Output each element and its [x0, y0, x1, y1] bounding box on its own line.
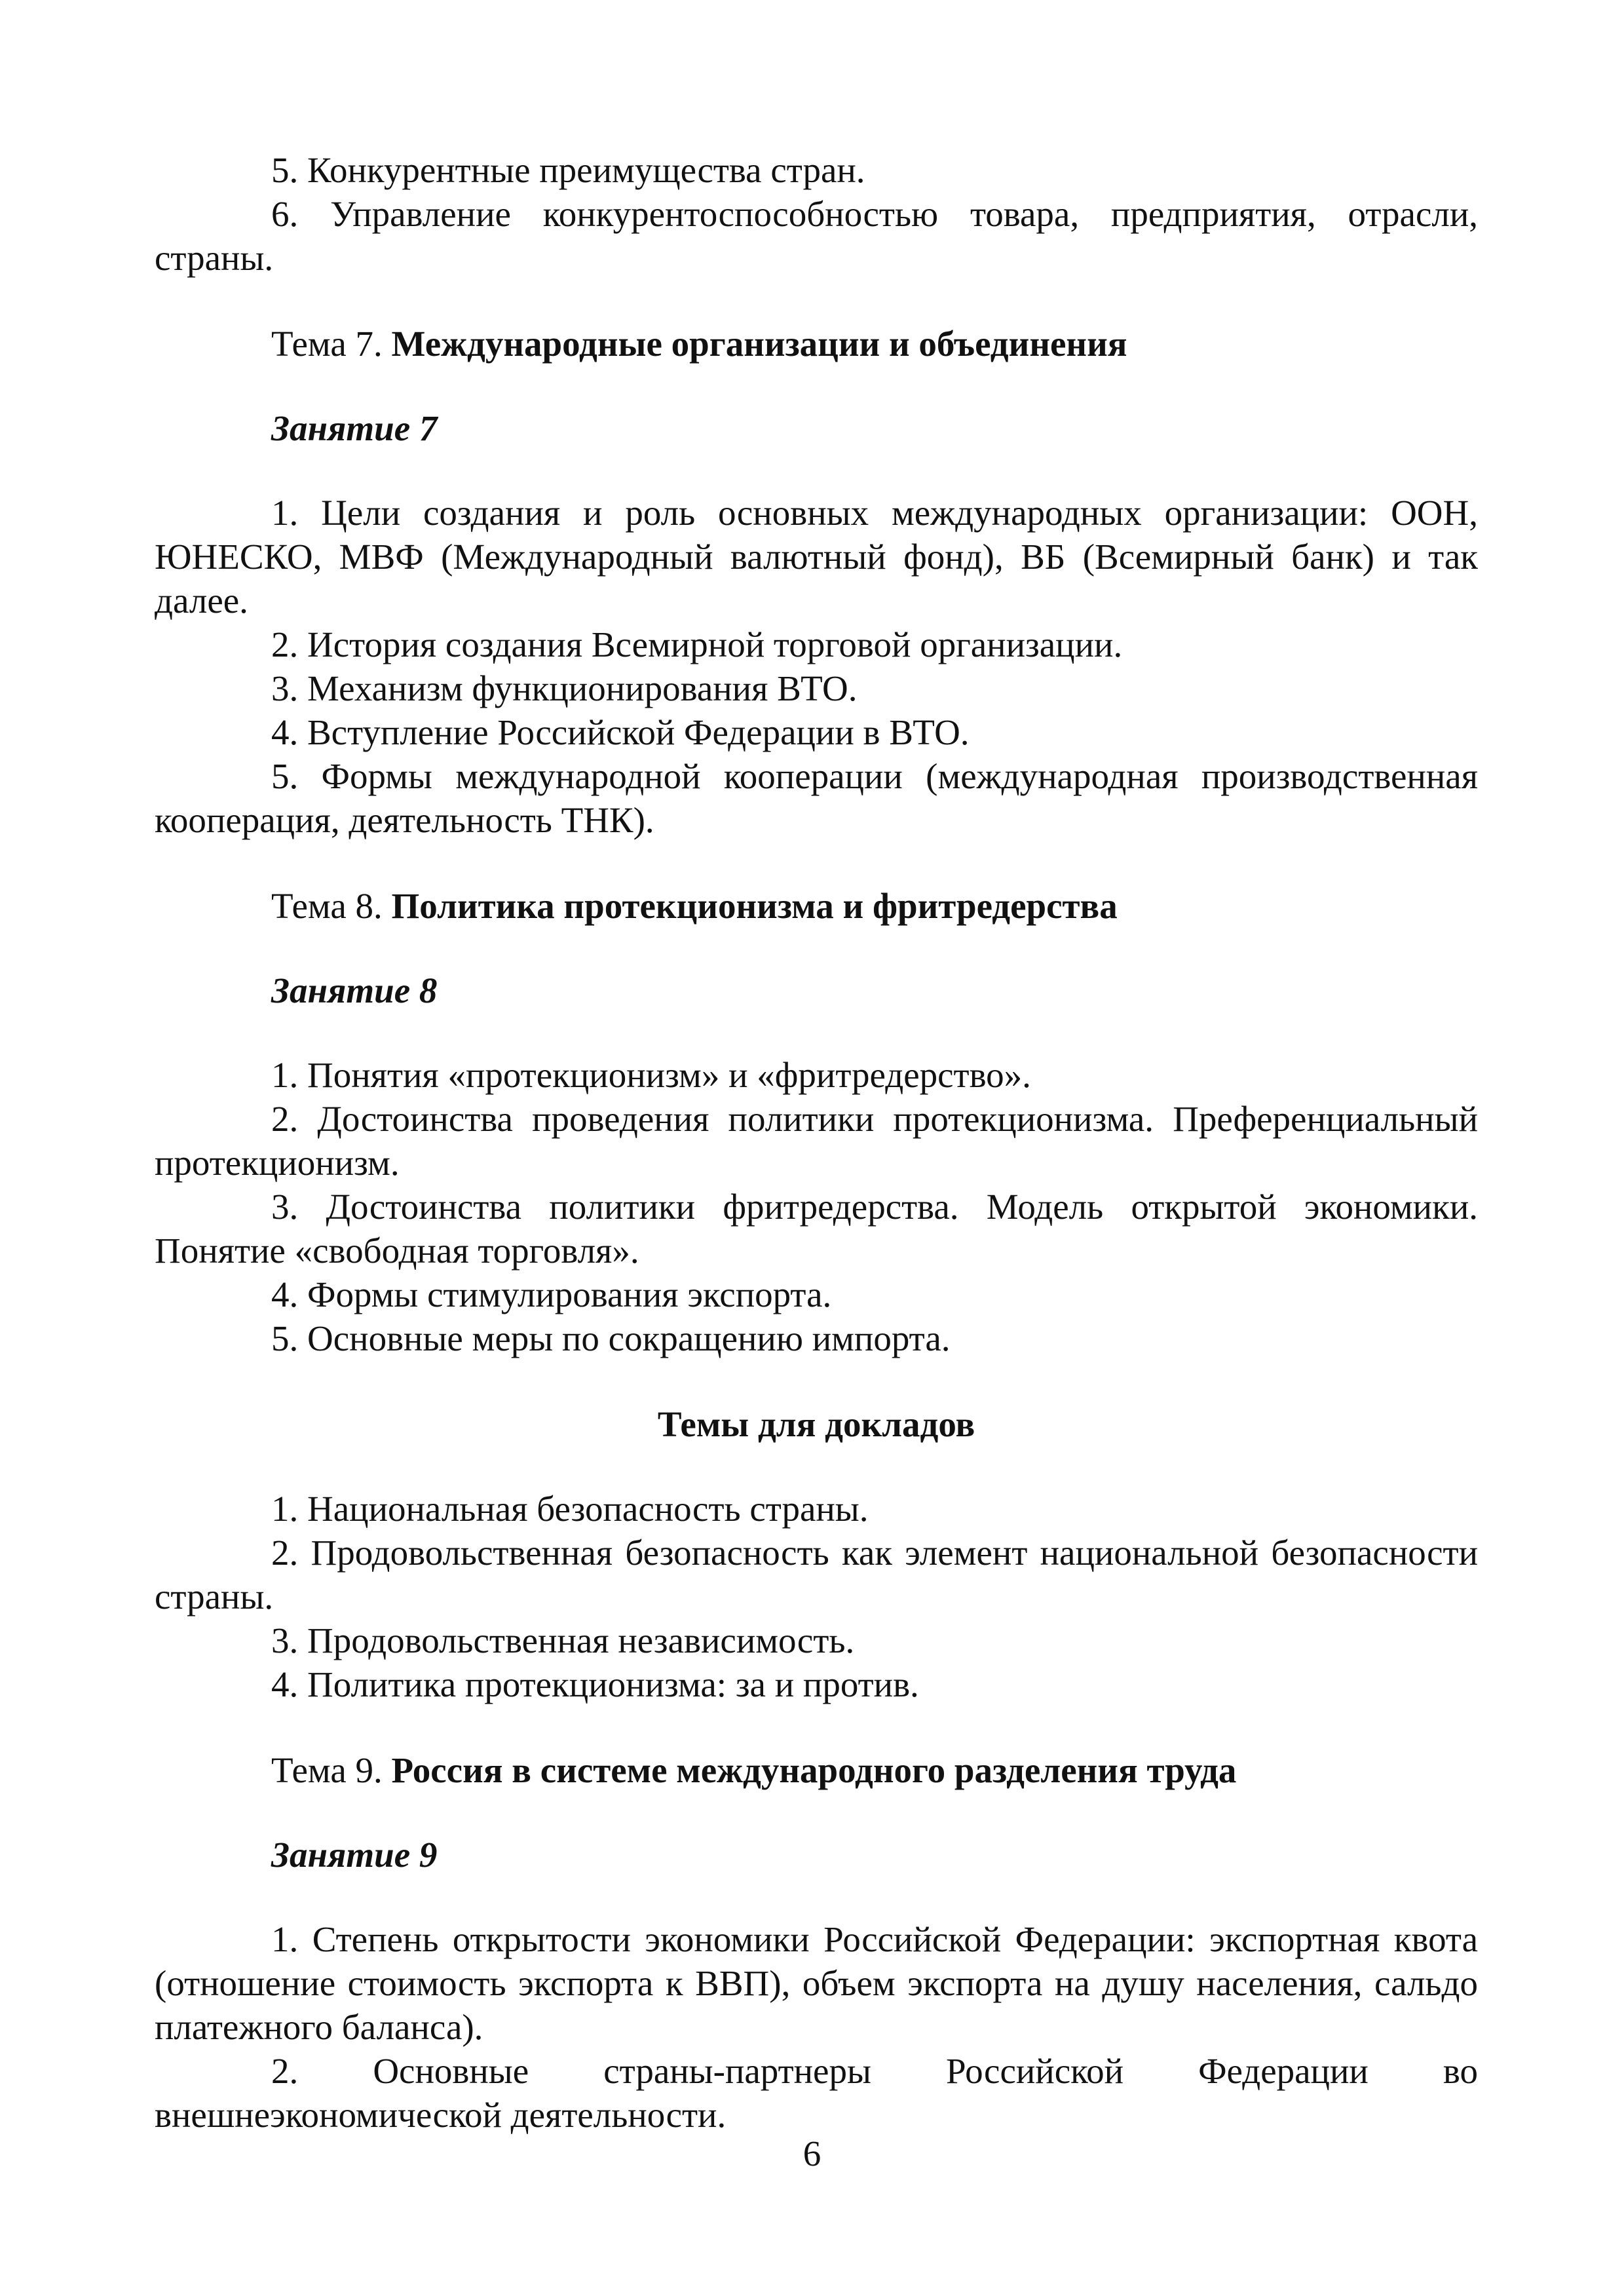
list-item: 4. Формы стимулирования экспорта.: [271, 1274, 832, 1314]
list-item: 6. Управление конкурентоспособностью товара, предприятия, отрасли, страны.: [155, 194, 1478, 278]
list-item: 2. История создания Всемирной торговой организации.: [271, 624, 1123, 664]
list-item: 1. Национальная безопасность страны.: [271, 1489, 869, 1529]
page-number: 6: [803, 2133, 821, 2173]
list-item: 1. Степень открытости экономики Российской Федерации: экспортная квота (отношение стоимость экспорта к ВВП), объем экспорта на душу населения, сальдо платежного баланса).: [155, 1919, 1478, 2047]
list-item: 5. Формы международной кооперации (международная производственная кооперация, деятельность ТНК).: [155, 756, 1478, 840]
list-item: 3. Механизм функционирования ВТО.: [271, 668, 858, 708]
lesson-8-heading: Занятие 8: [271, 970, 438, 1010]
topic-title: Политика протекционизма и фритредерства: [391, 886, 1118, 926]
reports-heading: Темы для докладов: [657, 1404, 975, 1444]
topic-8-heading: [155, 884, 1478, 928]
topic-prefix: Тема 7.: [271, 324, 383, 364]
list-item: 2. Продовольственная безопасность как элемент национальной безопасности страны.: [155, 1533, 1478, 1617]
topic-title: Россия в системе международного разделения труда: [391, 1750, 1237, 1790]
lesson-9-heading: Занятие 9: [271, 1835, 438, 1875]
list-item: 2. Достоинства проведения политики протекционизма. Преференциальный протекционизм.: [155, 1099, 1478, 1183]
list-item: 3. Продовольственная независимость.: [271, 1620, 855, 1660]
list-item: 3. Достоинства политики фритредерства. Модель открытой экономики. Понятие «свободная торговля».: [155, 1187, 1478, 1271]
document-page: [155, 148, 1478, 2137]
list-item: 5. Конкурентные преимущества стран.: [271, 150, 865, 190]
list-item: 2. Основные страны-партнеры Российской Федерации во внешнеэкономической деятельности.: [155, 2051, 1478, 2135]
list-item: 1. Цели создания и роль основных международных организации: ООН, ЮНЕСКО, МВФ (Международный валютный фонд), ВБ (Всемирный банк) и так далее.: [155, 493, 1478, 621]
topic-prefix: Тема 8.: [271, 886, 383, 926]
list-item: 4. Политика протекционизма: за и против.: [271, 1664, 919, 1704]
list-item: 5. Основные меры по сокращению импорта.: [271, 1318, 951, 1358]
topic-title: Международные организации и объединения: [391, 324, 1127, 364]
topic-7-heading: [155, 322, 1478, 366]
list-item: 4. Вступление Российской Федерации в ВТО.: [271, 712, 970, 752]
lesson-7-heading: Занятие 7: [271, 408, 438, 448]
list-item: 1. Понятия «протекционизм» и «фритредерство».: [271, 1055, 1031, 1095]
topic-prefix: Тема 9.: [271, 1750, 383, 1790]
topic-9-heading: [155, 1748, 1478, 1792]
